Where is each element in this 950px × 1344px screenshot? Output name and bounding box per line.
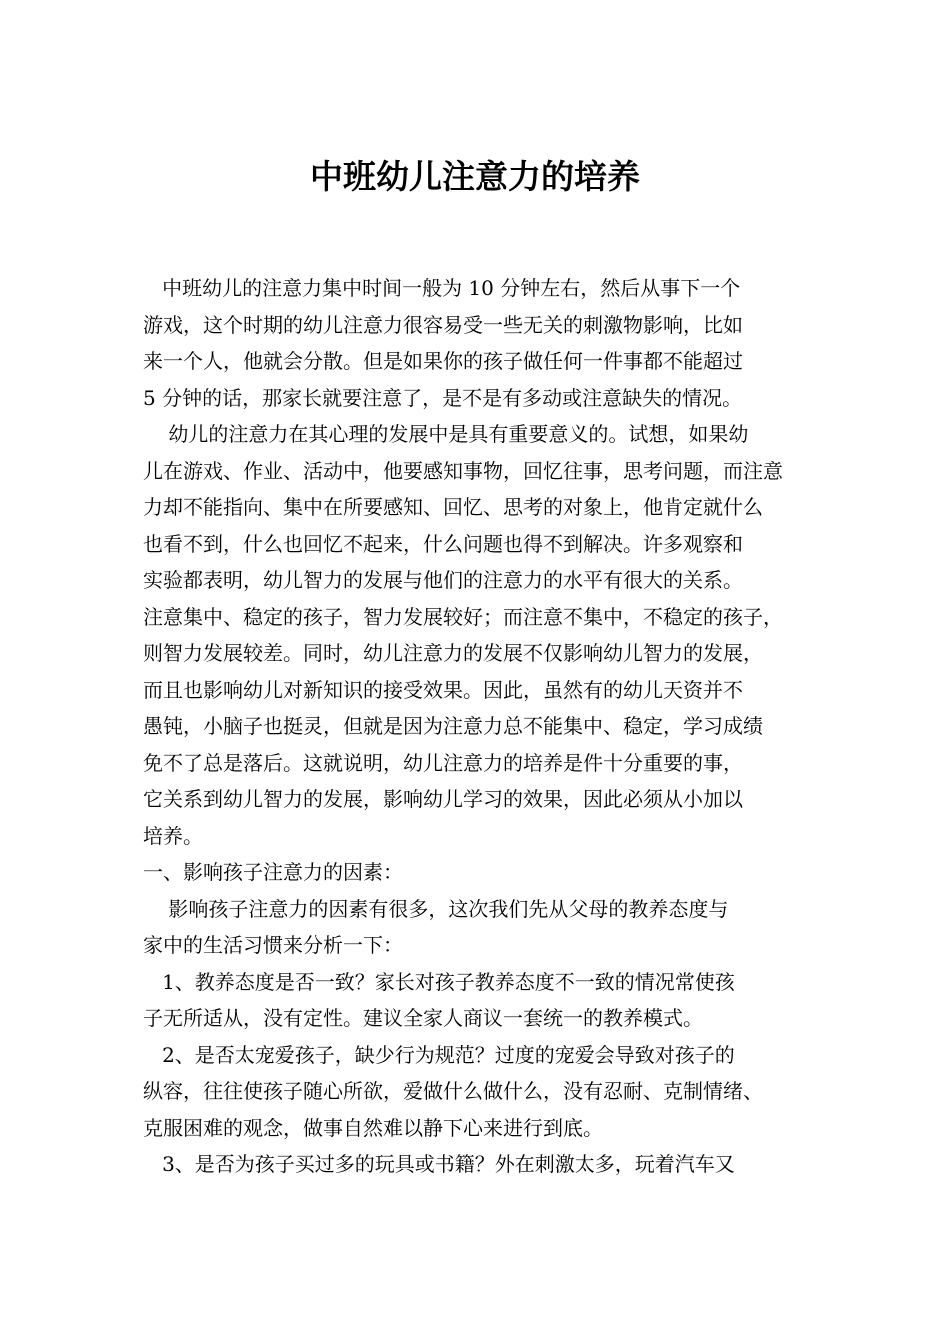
text-line: 也看不到，什么也回忆不起来，什么问题也得不到解决。许多观察和 — [143, 531, 743, 556]
text-line: 它关系到幼儿智力的发展，影响幼儿学习的效果，因此必须从小加以 — [143, 787, 743, 811]
text-line: 5 分钟的话，那家长就要注意了，是不是有多动或注意缺失的情况。 — [143, 385, 743, 410]
text-line: 幼儿的注意力在其心理的发展中是具有重要意义的。试想，如果幼 — [143, 422, 749, 446]
text-line: 3、是否为孩子买过多的玩具或书籍？外在刺激太多，玩着汽车又 — [143, 1152, 735, 1176]
text-line: 愚钝，小脑子也挺灵，但就是因为注意力总不能集中、稳定，学习成绩 — [143, 714, 763, 738]
text-line: 纵容，往往使孩子随心所欲，爱做什么做什么，没有忍耐、克制情绪、 — [143, 1079, 763, 1103]
text-line: 儿在游戏、作业、活动中，他要感知事物，回忆往事，思考问题，而注意 — [143, 458, 783, 483]
text-line: 游戏，这个时期的幼儿注意力很容易受一些无关的刺激物影响，比如 — [143, 312, 743, 337]
text-line: 一、影响孩子注意力的因素： — [143, 860, 403, 884]
document-title: 中班幼儿注意力的培养 — [310, 157, 640, 196]
text-line: 实验都表明，幼儿智力的发展与他们的注意力的水平有很大的关系。 — [143, 568, 743, 592]
text-line: 力却不能指向、集中在所要感知、回忆、思考的对象上，他肯定就什么 — [143, 495, 763, 519]
text-line: 克服困难的观念，做事自然难以静下心来进行到底。 — [143, 1115, 603, 1140]
text-line: 影响孩子注意力的因素有很多，这次我们先从父母的教养态度与 — [143, 896, 729, 921]
text-line: 家中的生活习惯来分析一下： — [143, 933, 403, 957]
document-body — [143, 270, 811, 1183]
text-line: 子无所适从，没有定性。建议全家人商议一套统一的教养模式。 — [143, 1006, 703, 1030]
text-line: 则智力发展较差。同时，幼儿注意力的发展不仅影响幼儿智力的发展， — [143, 641, 763, 665]
text-line: 来一个人，他就会分散。但是如果你的孩子做任何一件事都不能超过 — [143, 349, 743, 373]
text-line: 2、是否太宠爱孩子，缺少行为规范？过度的宠爱会导致对孩子的 — [143, 1042, 735, 1067]
text-line: 1、教养态度是否一致？家长对孩子教养态度不一致的情况常使孩 — [143, 969, 735, 994]
text-line: 中班幼儿的注意力集中时间一般为 10 分钟左右，然后从事下一个 — [143, 276, 741, 300]
text-line: 注意集中、稳定的孩子，智力发展较好；而注意不集中，不稳定的孩子， — [143, 604, 783, 629]
text-line: 而且也影响幼儿对新知识的接受效果。因此，虽然有的幼儿天资并不 — [143, 677, 743, 702]
text-line: 免不了总是落后。这就说明，幼儿注意力的培养是件十分重要的事， — [143, 750, 743, 775]
text-line: 培养。 — [143, 823, 203, 848]
